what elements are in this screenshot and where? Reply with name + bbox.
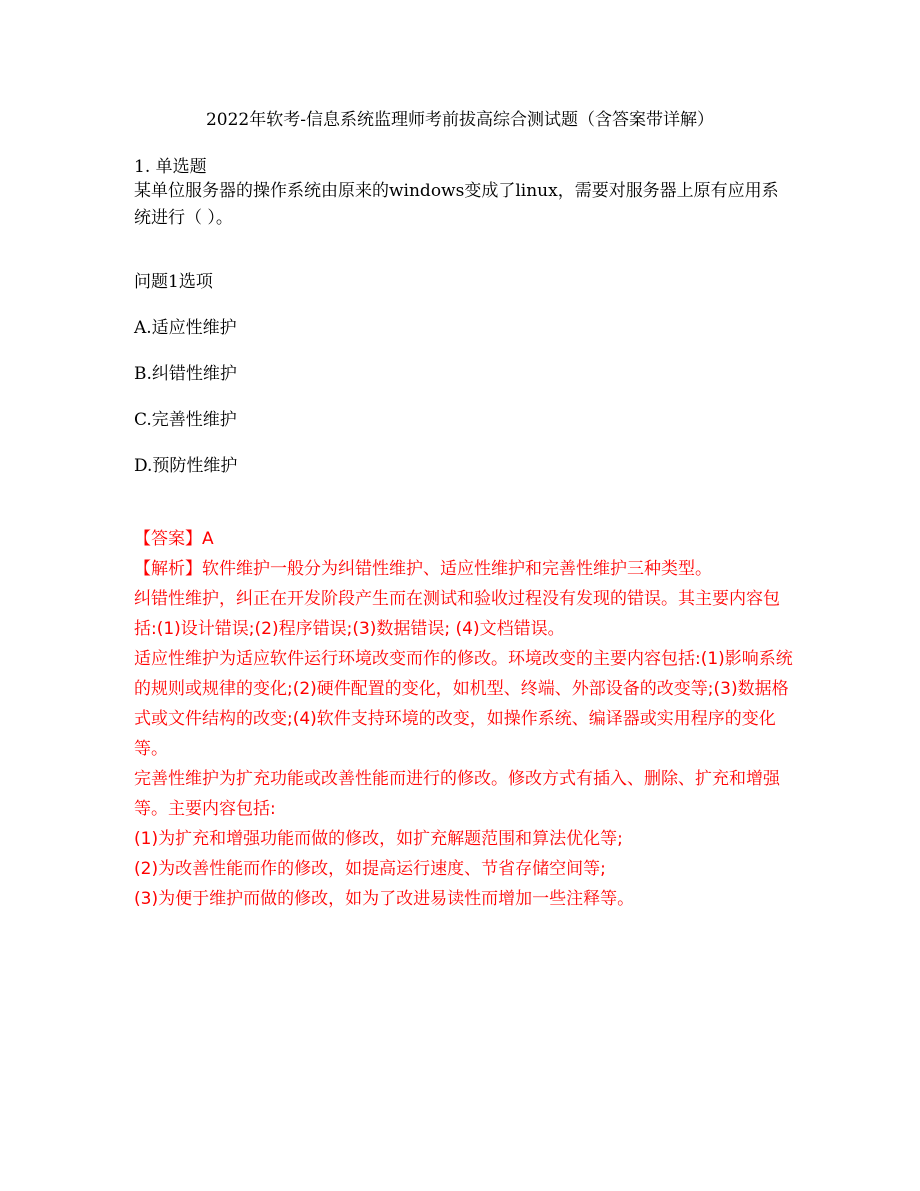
option-a: A.适应性维护 <box>134 318 237 338</box>
option-b: B.纠错性维护 <box>134 364 237 384</box>
option-d: D.预防性维护 <box>134 456 238 476</box>
answer-line: 【答案】A <box>134 529 214 549</box>
options-label: 问题1选项 <box>134 272 213 292</box>
question-stem: 某单位服务器的操作系统由原来的windows变成了linux，需要对服务器上原有应用系统进行（ ）。 <box>134 181 779 228</box>
analysis-item-2: (2)为改善性能而作的修改，如提高运行速度、节省存储空间等; <box>134 859 606 879</box>
analysis-item-1: (1)为扩充和增强功能而做的修改，如扩充解题范围和算法优化等; <box>134 829 623 849</box>
answer-section <box>134 524 794 914</box>
analysis-item-3: (3)为便于维护而做的修改，如为了改进易读性而增加一些注释等。 <box>134 889 635 909</box>
analysis-adaptive: 适应性维护为适应软件运行环境改变而作的修改。环境改变的主要内容包括:(1)影响系统的规则或规律的变化;(2)硬件配置的变化，如机型、终端、外部设备的改变等;(3)数据格式或文件结构的改变;(4)软件支持环境的改变，如操作系统、编译器或实用程序的变化等。 <box>134 649 793 759</box>
document-title: 2022年软考-信息系统监理师考前拔高综合测试题（含答案带详解） <box>205 110 714 130</box>
question-type-label: 1. 单选题 <box>134 157 207 177</box>
analysis-corrective: 纠错性维护，纠正在开发阶段产生而在测试和验收过程没有发现的错误。其主要内容包括:(1)设计错误;(2)程序错误;(3)数据错误; (4)文档错误。 <box>134 589 780 639</box>
analysis-intro: 【解析】软件维护一般分为纠错性维护、适应性维护和完善性维护三种类型。 <box>134 559 712 579</box>
option-c: C.完善性维护 <box>134 410 237 430</box>
analysis-perfective: 完善性维护为扩充功能或改善性能而进行的修改。修改方式有插入、删除、扩充和增强等。主要内容包括: <box>134 769 780 819</box>
